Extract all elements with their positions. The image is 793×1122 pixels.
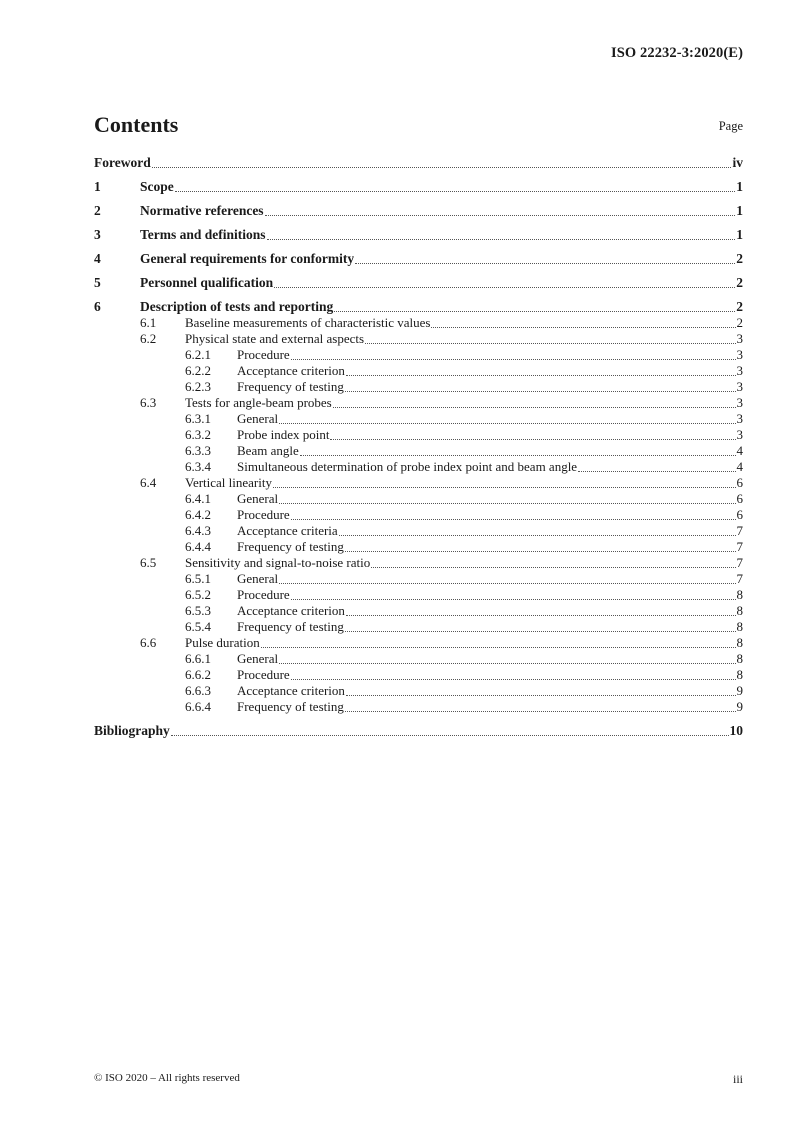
toc-entry-number: 6.3.2 xyxy=(185,427,211,442)
toc-dot-leader xyxy=(346,615,736,616)
toc-entry[interactable] xyxy=(94,154,743,171)
toc-entry-page: 1 xyxy=(736,179,743,194)
toc-entry[interactable] xyxy=(94,539,743,555)
toc-dot-leader xyxy=(431,327,735,328)
toc-entry-title: Procedure xyxy=(237,587,290,602)
toc-entry-page: 2 xyxy=(736,299,743,314)
footer-page-number: iii xyxy=(732,1072,743,1086)
toc-entry[interactable] xyxy=(94,427,743,443)
toc-entry-page: 7 xyxy=(736,555,743,570)
toc-dot-leader xyxy=(346,695,736,696)
toc-entry-title: General xyxy=(237,491,279,506)
toc-dot-leader xyxy=(345,631,736,632)
toc-entry-title: Acceptance criteria xyxy=(237,523,338,538)
toc-dot-leader xyxy=(578,471,735,472)
toc-entry[interactable] xyxy=(94,619,743,635)
toc-entry-number: 3 xyxy=(94,227,101,242)
toc-entry-title: General requirements for conformity xyxy=(140,251,355,266)
toc-dot-leader xyxy=(355,263,735,264)
toc-entry[interactable] xyxy=(94,699,743,715)
toc-entry-number: 6.6.4 xyxy=(185,699,211,714)
toc-entry-page: 3 xyxy=(736,379,743,394)
footer-copyright: © ISO 2020 – All rights reserved xyxy=(94,1072,240,1084)
toc-entry-title: Simultaneous determination of probe index point and beam angle xyxy=(237,459,578,474)
toc-dot-leader xyxy=(279,423,735,424)
toc-entry-number: 6.4.4 xyxy=(185,539,211,554)
toc-entry-title: Probe index point xyxy=(237,427,330,442)
toc-entry-number: 6.5.2 xyxy=(185,587,211,602)
toc-entry[interactable] xyxy=(94,379,743,395)
toc-dot-leader xyxy=(171,735,729,736)
toc-dot-leader xyxy=(330,439,735,440)
toc-entry-number: 4 xyxy=(94,251,101,266)
toc-dot-leader xyxy=(261,647,736,648)
toc-dot-leader xyxy=(267,239,736,240)
toc-entry-number: 6.2.2 xyxy=(185,363,211,378)
toc-entry-title: Physical state and external aspects xyxy=(185,331,365,346)
toc-entry-page: 3 xyxy=(736,411,743,426)
toc-dot-leader xyxy=(345,551,736,552)
document-id: ISO 22232-3:2020(E) xyxy=(611,45,743,61)
toc-entry-number: 6.4.3 xyxy=(185,523,211,538)
toc-dot-leader xyxy=(279,583,735,584)
toc-entry-title: Tests for angle-beam probes xyxy=(185,395,332,410)
toc-entry-title: Scope xyxy=(140,179,174,194)
toc-entry-title: General xyxy=(237,411,279,426)
toc-entry-title: Vertical linearity xyxy=(185,475,272,490)
toc-entry-page: 3 xyxy=(736,347,743,362)
toc-entry[interactable] xyxy=(94,202,743,219)
toc-entry-page: 2 xyxy=(736,251,743,266)
table-of-contents xyxy=(94,154,743,739)
toc-entry-page: 2 xyxy=(736,315,743,330)
toc-entry-title: Personnel qualification xyxy=(140,275,274,290)
toc-entry-number: 1 xyxy=(94,179,101,194)
toc-entry-page: 7 xyxy=(736,539,743,554)
toc-entry-title: Frequency of testing xyxy=(237,539,344,554)
toc-dot-leader xyxy=(345,711,736,712)
toc-entry[interactable] xyxy=(94,722,743,739)
toc-entry[interactable] xyxy=(94,491,743,507)
toc-dot-leader xyxy=(345,391,736,392)
toc-entry-page: 2 xyxy=(736,275,743,290)
toc-entry-page: 3 xyxy=(736,427,743,442)
toc-entry[interactable] xyxy=(94,603,743,619)
toc-dot-leader xyxy=(333,407,736,408)
toc-entry-page: 7 xyxy=(736,523,743,538)
toc-entry[interactable] xyxy=(94,395,743,411)
toc-entry-title: Bibliography xyxy=(94,723,170,738)
toc-entry-number: 6.3.1 xyxy=(185,411,211,426)
toc-entry-number: 6.6.1 xyxy=(185,651,211,666)
toc-entry-number: 6.1 xyxy=(140,315,157,330)
toc-entry-number: 6.5.3 xyxy=(185,603,211,618)
toc-entry[interactable] xyxy=(94,683,743,699)
toc-entry-title: General xyxy=(237,651,279,666)
toc-dot-leader xyxy=(291,679,736,680)
toc-dot-leader xyxy=(175,191,736,192)
toc-entry-title: Procedure xyxy=(237,347,290,362)
toc-entry-title: Frequency of testing xyxy=(237,699,344,714)
toc-entry-page: 8 xyxy=(736,667,743,682)
toc-entry-page: 9 xyxy=(736,683,743,698)
toc-entry-page: 8 xyxy=(736,603,743,618)
toc-entry-number: 6.2 xyxy=(140,331,157,346)
toc-entry[interactable] xyxy=(94,555,743,571)
page-column-label: Page xyxy=(718,119,743,133)
toc-dot-leader xyxy=(291,359,736,360)
toc-entry[interactable] xyxy=(94,443,743,459)
toc-entry-title: Frequency of testing xyxy=(237,619,344,634)
toc-entry-number: 6.6 xyxy=(140,635,157,650)
toc-entry[interactable] xyxy=(94,507,743,523)
toc-entry-number: 5 xyxy=(94,275,101,290)
toc-dot-leader xyxy=(291,599,736,600)
toc-entry[interactable] xyxy=(94,250,743,267)
toc-entry-page: 9 xyxy=(736,699,743,714)
toc-entry-title: Normative references xyxy=(140,203,264,218)
toc-entry-number: 6.6.2 xyxy=(185,667,211,682)
toc-entry-number: 6.4 xyxy=(140,475,157,490)
toc-entry-number: 6.3.3 xyxy=(185,443,211,458)
toc-dot-leader xyxy=(339,535,736,536)
toc-entry-number: 6.3 xyxy=(140,395,157,410)
toc-entry-title: Foreword xyxy=(94,155,151,170)
toc-entry[interactable] xyxy=(94,459,743,475)
toc-entry-page: 8 xyxy=(736,587,743,602)
toc-entry-title: Procedure xyxy=(237,507,290,522)
toc-entry-page: iv xyxy=(732,155,743,170)
toc-dot-leader xyxy=(371,567,735,568)
toc-dot-leader xyxy=(365,343,735,344)
toc-entry-page: 3 xyxy=(736,395,743,410)
toc-entry[interactable] xyxy=(94,411,743,427)
toc-entry-title: General xyxy=(237,571,279,586)
toc-entry-page: 6 xyxy=(736,491,743,506)
toc-entry-page: 4 xyxy=(736,443,743,458)
toc-entry[interactable] xyxy=(94,475,743,491)
toc-entry-title: Procedure xyxy=(237,667,290,682)
toc-entry-number: 6.4.1 xyxy=(185,491,211,506)
toc-entry-title: Frequency of testing xyxy=(237,379,344,394)
toc-entry-title: Acceptance criterion xyxy=(237,683,345,698)
toc-entry-title: Acceptance criterion xyxy=(237,363,345,378)
toc-entry-title: Beam angle xyxy=(237,443,299,458)
toc-dot-leader xyxy=(279,503,735,504)
toc-entry-number: 6.2.1 xyxy=(185,347,211,362)
toc-entry-number: 6.5.1 xyxy=(185,571,211,586)
toc-entry[interactable] xyxy=(94,667,743,683)
toc-entry-title: Acceptance criterion xyxy=(237,603,345,618)
toc-entry-page: 6 xyxy=(736,507,743,522)
toc-entry[interactable] xyxy=(94,523,743,539)
toc-entry-title: Terms and definitions xyxy=(140,227,266,242)
toc-entry[interactable] xyxy=(94,363,743,379)
toc-entry[interactable] xyxy=(94,651,743,667)
toc-entry-number: 6.3.4 xyxy=(185,459,211,474)
toc-entry-title: Baseline measurements of characteristic values xyxy=(185,315,431,330)
toc-dot-leader xyxy=(274,287,735,288)
toc-entry-number: 6.2.3 xyxy=(185,379,211,394)
toc-dot-leader xyxy=(279,663,735,664)
toc-dot-leader xyxy=(346,375,736,376)
toc-entry-page: 6 xyxy=(736,475,743,490)
toc-dot-leader xyxy=(152,167,732,168)
toc-entry-number: 6.5 xyxy=(140,555,157,570)
toc-entry-number: 6.5.4 xyxy=(185,619,211,634)
toc-entry[interactable] xyxy=(94,274,743,291)
toc-entry-page: 1 xyxy=(736,227,743,242)
toc-entry-page: 4 xyxy=(736,459,743,474)
toc-entry[interactable] xyxy=(94,587,743,603)
toc-entry-title: Description of tests and reporting xyxy=(140,299,334,314)
toc-entry[interactable] xyxy=(94,635,743,651)
toc-dot-leader xyxy=(265,215,736,216)
toc-entry-page: 10 xyxy=(729,723,743,738)
toc-entry[interactable] xyxy=(94,226,743,243)
toc-entry-number: 2 xyxy=(94,203,101,218)
toc-entry-number: 6 xyxy=(94,299,101,314)
toc-entry-number: 6.6.3 xyxy=(185,683,211,698)
toc-entry[interactable] xyxy=(94,347,743,363)
toc-entry[interactable] xyxy=(94,298,743,315)
toc-dot-leader xyxy=(300,455,736,456)
toc-dot-leader xyxy=(273,487,736,488)
toc-entry-page: 8 xyxy=(736,651,743,666)
toc-entry-page: 3 xyxy=(736,363,743,378)
toc-entry[interactable] xyxy=(94,331,743,347)
toc-entry-page: 8 xyxy=(736,619,743,634)
toc-entry-page: 7 xyxy=(736,571,743,586)
toc-entry[interactable] xyxy=(94,315,743,331)
toc-dot-leader xyxy=(334,311,735,312)
toc-entry-title: Pulse duration xyxy=(185,635,260,650)
contents-heading: Contents xyxy=(94,112,179,137)
toc-entry-title: Sensitivity and signal-to-noise ratio xyxy=(185,555,371,570)
toc-entry-page: 1 xyxy=(736,203,743,218)
toc-entry-number: 6.4.2 xyxy=(185,507,211,522)
toc-entry[interactable] xyxy=(94,571,743,587)
toc-entry[interactable] xyxy=(94,178,743,195)
toc-entry-page: 3 xyxy=(736,331,743,346)
toc-dot-leader xyxy=(291,519,736,520)
toc-entry-page: 8 xyxy=(736,635,743,650)
